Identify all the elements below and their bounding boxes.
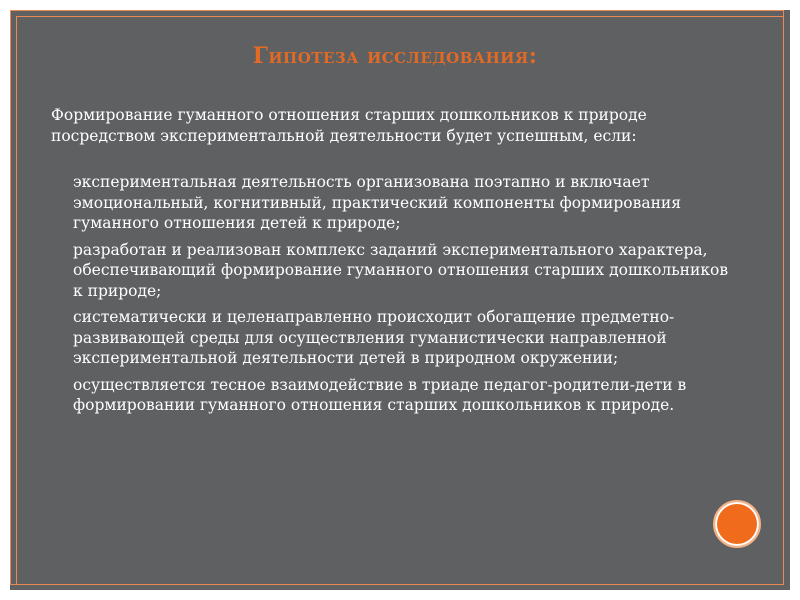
- slide: [10, 10, 790, 590]
- hypothesis-conditions-list: [51, 172, 741, 422]
- list-item: [51, 375, 741, 416]
- list-item-text: экспериментальная деятельность организована поэтапно и включает эмоциональный, когнитивный, практический компоненты формирования гуманного отношения детей к природе;: [73, 173, 682, 232]
- hypothesis-intro: Формирование гуманного отношения старших дошкольников к природе посредством экспериментальной деятельности будет успешным, если:: [51, 106, 647, 145]
- list-item: [51, 172, 741, 234]
- bullet-square-icon: [51, 311, 62, 323]
- list-item-text: разработан и реализован комплекс заданий экспериментального характера, обеспечивающий формирование гуманного отношения старших дошкольников к природе;: [73, 240, 729, 300]
- bullet-square-icon: [51, 176, 62, 188]
- bullet-square-icon: [51, 244, 62, 256]
- list-item-text: осуществляется тесное взаимодействие в триаде педагог-родители-дети в формировании гуманного отношения старших дошкольников к природе.: [73, 375, 687, 414]
- decorative-orange-circle: [713, 500, 761, 548]
- slide-title: Гипотеза исследования:: [252, 43, 538, 69]
- list-item: [51, 240, 741, 302]
- list-item-text: систематически и целенаправленно происходит обогащение предметно-развивающей среды для осуществления гуманистически направленной экспериментальной деятельности детей в природном окружении;: [73, 308, 675, 367]
- bullet-square-icon: [51, 379, 62, 391]
- list-item: [51, 307, 741, 369]
